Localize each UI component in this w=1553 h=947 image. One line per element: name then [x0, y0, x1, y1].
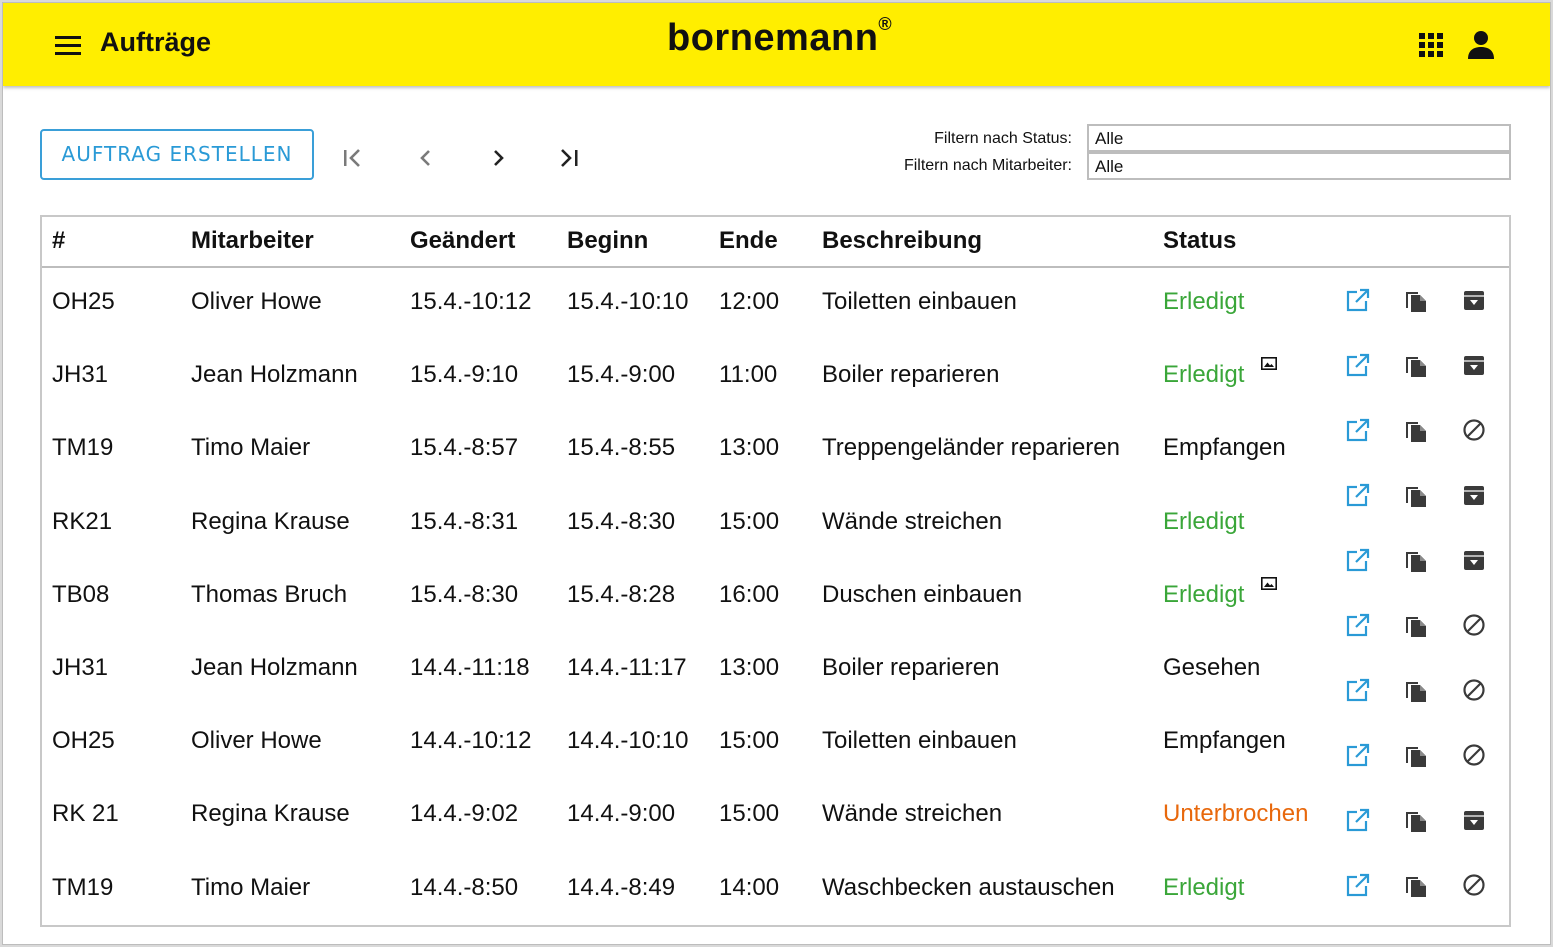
cell-end: 11:00 — [719, 361, 778, 389]
column-header-changed: Geändert — [410, 227, 516, 254]
archive-icon[interactable] — [1461, 352, 1487, 378]
archive-icon[interactable] — [1461, 287, 1487, 313]
cell-status: Erledigt — [1163, 288, 1245, 315]
employee-filter-select[interactable]: Alle — [1087, 152, 1511, 180]
open-external-icon[interactable] — [1345, 482, 1371, 508]
cell-employee: Jean Holzmann — [191, 361, 358, 389]
cell-changed: 15.4.-9:10 — [410, 361, 519, 389]
table-row — [42, 488, 1509, 561]
copy-icon[interactable] — [1403, 482, 1429, 508]
cell-id: TB08 — [52, 580, 110, 608]
copy-icon[interactable] — [1403, 872, 1429, 898]
column-header-id: # — [52, 227, 66, 254]
cell-start: 15.4.-10:10 — [567, 288, 689, 315]
cell-employee: Regina Krause — [191, 800, 350, 828]
cell-status: Unterbrochen — [1163, 800, 1309, 828]
copy-icon[interactable] — [1403, 287, 1429, 313]
cell-employee: Thomas Bruch — [191, 580, 348, 608]
cell-employee: Oliver Howe — [191, 288, 322, 315]
table-row — [42, 341, 1509, 414]
copy-icon[interactable] — [1403, 352, 1429, 378]
user-account-icon[interactable] — [1467, 30, 1495, 60]
open-external-icon[interactable] — [1345, 352, 1371, 378]
copy-icon[interactable] — [1403, 417, 1429, 443]
cell-start: 14.4.-8:49 — [567, 873, 676, 901]
table-row — [42, 854, 1509, 927]
open-external-icon[interactable] — [1345, 807, 1371, 833]
column-header-status: Status — [1163, 227, 1237, 254]
app-header — [3, 3, 1550, 86]
cell-end: 15:00 — [719, 507, 780, 535]
cell-changed: 15.4.-8:57 — [410, 434, 519, 462]
cell-id: RK21 — [52, 507, 113, 535]
create-order-button[interactable]: AUFTRAG ERSTELLEN — [40, 129, 314, 180]
apps-grid-icon[interactable] — [1418, 32, 1444, 58]
cell-id: JH31 — [52, 361, 109, 389]
cell-changed: 15.4.-8:31 — [410, 507, 519, 535]
cell-id: OH25 — [52, 288, 115, 315]
table-row — [42, 561, 1509, 634]
cell-employee: Timo Maier — [191, 434, 311, 462]
cell-end: 16:00 — [719, 580, 780, 608]
hamburger-menu-icon[interactable] — [53, 33, 83, 57]
cell-id: JH31 — [52, 654, 109, 681]
column-header-employee: Mitarbeiter — [191, 227, 314, 254]
cell-status: Erledigt — [1163, 361, 1245, 389]
cell-changed: 14.4.-8:50 — [410, 873, 519, 901]
cell-start: 15.4.-8:28 — [567, 580, 676, 608]
open-external-icon[interactable] — [1345, 287, 1371, 313]
table-row — [42, 634, 1509, 707]
archive-icon[interactable] — [1461, 547, 1487, 573]
open-external-icon[interactable] — [1345, 742, 1371, 768]
archive-icon[interactable] — [1461, 807, 1487, 833]
cell-changed: 14.4.-10:12 — [410, 727, 532, 755]
table-row — [42, 414, 1509, 487]
cell-id: TM19 — [52, 434, 114, 462]
cell-changed: 14.4.-11:18 — [410, 654, 530, 681]
cell-end: 13:00 — [719, 434, 780, 462]
last-page-icon[interactable] — [557, 145, 583, 171]
cell-description: Toiletten einbauen — [822, 288, 1017, 315]
page-title: Aufträge — [100, 27, 212, 57]
copy-icon[interactable] — [1403, 807, 1429, 833]
cell-status: Erledigt — [1163, 873, 1245, 901]
orders-table — [40, 215, 1511, 927]
cell-changed: 14.4.-9:02 — [410, 800, 519, 828]
cell-status: Gesehen — [1163, 654, 1261, 681]
cell-status: Erledigt — [1163, 580, 1245, 608]
cell-start: 14.4.-10:10 — [567, 727, 689, 755]
open-external-icon[interactable] — [1345, 612, 1371, 638]
cancel-icon[interactable] — [1461, 417, 1487, 443]
photo-attachment-icon — [1261, 357, 1277, 370]
table-row — [42, 780, 1509, 853]
app-window — [2, 2, 1551, 945]
photo-attachment-icon — [1261, 577, 1277, 590]
cell-start: 14.4.-9:00 — [567, 800, 676, 828]
status-filter-select[interactable]: Alle — [1087, 124, 1511, 152]
cell-employee: Oliver Howe — [191, 727, 322, 755]
cell-description: Treppengeländer reparieren — [822, 434, 1120, 462]
cell-status: Empfangen — [1163, 727, 1286, 755]
cancel-icon[interactable] — [1461, 872, 1487, 898]
cell-employee: Regina Krause — [191, 507, 350, 535]
cell-id: OH25 — [52, 727, 115, 755]
cancel-icon[interactable] — [1461, 612, 1487, 638]
cell-status: Empfangen — [1163, 434, 1286, 462]
open-external-icon[interactable] — [1345, 677, 1371, 703]
cell-description: Duschen einbauen — [822, 580, 1023, 608]
cell-description: Wände streichen — [822, 800, 1003, 828]
status-filter-label: Filtern nach Status: — [934, 130, 1072, 147]
cell-changed: 15.4.-8:30 — [410, 580, 519, 608]
cell-start: 15.4.-8:30 — [567, 507, 676, 535]
employee-filter-label: Filtern nach Mitarbeiter: — [903, 157, 1072, 174]
cell-end: 14:00 — [719, 873, 780, 901]
column-header-description: Beschreibung — [822, 227, 983, 254]
table-row — [42, 268, 1509, 341]
brand-logo — [667, 14, 893, 60]
table-header — [42, 217, 1509, 268]
cell-employee: Jean Holzmann — [191, 654, 358, 681]
open-external-icon[interactable] — [1345, 547, 1371, 573]
first-page-icon[interactable] — [339, 145, 365, 171]
cancel-icon[interactable] — [1461, 677, 1487, 703]
archive-icon[interactable] — [1461, 482, 1487, 508]
cell-status: Erledigt — [1163, 507, 1245, 535]
prev-page-icon[interactable] — [413, 145, 439, 171]
column-header-end: Ende — [719, 227, 778, 254]
column-header-start: Beginn — [567, 227, 649, 254]
next-page-icon[interactable] — [485, 145, 511, 171]
cell-id: TM19 — [52, 873, 114, 901]
copy-icon[interactable] — [1403, 677, 1429, 703]
cell-start: 15.4.-9:00 — [567, 361, 676, 389]
copy-icon[interactable] — [1403, 547, 1429, 573]
open-external-icon[interactable] — [1345, 417, 1371, 443]
cell-description: Boiler reparieren — [822, 654, 1000, 681]
cell-employee: Timo Maier — [191, 873, 311, 901]
brand-name: bornemann — [667, 17, 879, 59]
cell-end: 13:00 — [719, 654, 780, 681]
cell-description: Waschbecken austauschen — [822, 873, 1115, 901]
cell-changed: 15.4.-10:12 — [410, 288, 532, 315]
cell-start: 14.4.-11:17 — [567, 654, 687, 681]
cell-description: Wände streichen — [822, 507, 1003, 535]
open-external-icon[interactable] — [1345, 872, 1371, 898]
cell-end: 12:00 — [719, 288, 780, 315]
cell-description: Toiletten einbauen — [822, 727, 1017, 755]
brand-registered-mark: ® — [878, 14, 893, 35]
copy-icon[interactable] — [1403, 742, 1429, 768]
table-row — [42, 707, 1509, 780]
cell-id: RK 21 — [52, 800, 119, 828]
cell-end: 15:00 — [719, 800, 780, 828]
cell-description: Boiler reparieren — [822, 361, 1000, 389]
cell-start: 15.4.-8:55 — [567, 434, 676, 462]
cell-end: 15:00 — [719, 727, 780, 755]
cancel-icon[interactable] — [1461, 742, 1487, 768]
copy-icon[interactable] — [1403, 612, 1429, 638]
